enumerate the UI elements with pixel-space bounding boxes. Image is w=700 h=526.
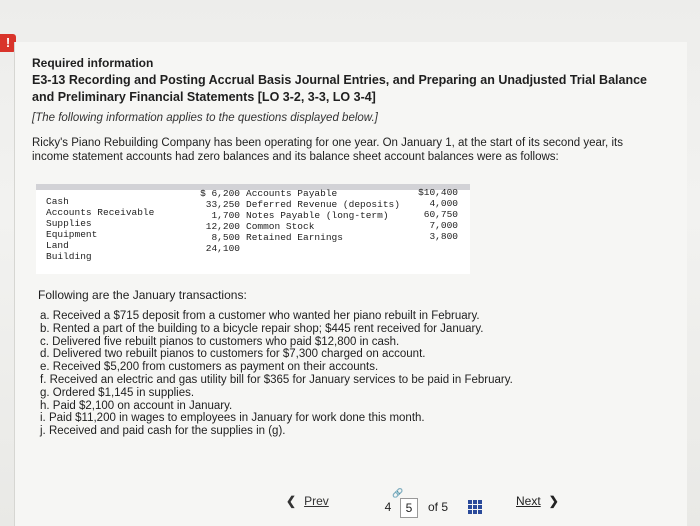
liability-name: Retained Earnings: [246, 232, 343, 243]
asset-amounts-column: [196, 188, 240, 254]
applies-note: [The following information applies to the questions displayed below.]: [32, 112, 378, 124]
transactions-heading: Following are the January transactions:: [38, 288, 247, 302]
transactions-list: [40, 310, 640, 438]
transaction-item: i. Paid $11,200 in wages to employees in January for work done this month.: [40, 412, 425, 425]
asset-names-column: [46, 196, 154, 262]
alert-icon: !: [0, 34, 16, 52]
asset-amount: 12,200: [205, 221, 240, 232]
asset-amount: 1,700: [211, 210, 240, 221]
asset-amount: $ 6,200: [200, 188, 240, 199]
transaction-item: h. Paid $2,100 on account in January.: [40, 399, 233, 412]
liability-amount: 60,750: [423, 209, 458, 220]
liability-names-column: [246, 188, 400, 243]
liability-amount: $10,400: [418, 187, 458, 198]
page-navigator: [376, 488, 486, 518]
asset-amount: 24,100: [205, 243, 240, 254]
transaction-item: e. Received $5,200 from customers as payment on their accounts.: [40, 361, 379, 374]
exercise-title: E3-13 Recording and Posting Accrual Basis Journal Entries, and Preparing an Unadjusted Trial Balance and Preliminary Financial Statements [LO 3-2, 3-3, LO 3-4]: [32, 73, 647, 104]
transaction-item: d. Delivered two rebuilt pianos to customers for $7,300 charged on account.: [40, 348, 426, 361]
prev-button[interactable]: [286, 494, 356, 518]
next-button[interactable]: [516, 494, 576, 518]
transaction-item: a. Received a $715 deposit from a customer who wanted her piano rebuilt in February.: [40, 310, 480, 322]
grid-icon[interactable]: [468, 500, 482, 514]
transaction-item: j. Received and paid cash for the supplies in (g).: [40, 425, 286, 438]
liability-amount: 4,000: [429, 198, 458, 209]
asset-name: Accounts Receivable: [46, 207, 155, 218]
asset-amount: 33,250: [205, 199, 240, 210]
asset-name: Equipment: [46, 229, 98, 240]
balance-table: [36, 184, 470, 274]
asset-name: Cash: [46, 196, 69, 207]
liability-amounts-column: [396, 187, 458, 242]
liability-amount: 7,000: [429, 220, 458, 231]
required-information-heading: Required information: [32, 56, 154, 70]
page-4-button[interactable]: 4: [384, 500, 392, 514]
page-5-button[interactable]: 5: [400, 498, 418, 518]
transaction-item: f. Received an electric and gas utility bill for $365 for January services to be paid in February.: [40, 373, 513, 386]
intro-paragraph: Ricky's Piano Rebuilding Company has been operating for one year. On January 1, at the start of its second year, its income statement accounts had zero balances and its balance sheet account balances were as follows:: [32, 137, 623, 163]
pagination-bar: [14, 486, 686, 526]
transaction-item: b. Rented a part of the building to a bicycle repair shop; $445 rent received for January.: [40, 322, 484, 335]
chevron-right-icon: ❯: [548, 494, 559, 508]
page-count: of 5: [428, 500, 449, 514]
asset-name: Supplies: [46, 218, 92, 229]
link-icon: 🔗: [392, 488, 404, 498]
asset-amount: 8,500: [211, 232, 240, 243]
chevron-left-icon: ❮: [286, 494, 297, 508]
prev-label: Prev: [304, 494, 329, 508]
liability-name: Notes Payable (long-term): [246, 210, 389, 221]
next-label: Next: [516, 494, 541, 508]
asset-name: Building: [46, 251, 92, 262]
transaction-item: g. Ordered $1,145 in supplies.: [40, 386, 195, 399]
asset-name: Land: [46, 240, 69, 251]
transaction-item: c. Delivered five rebuilt pianos to customers who paid $12,800 in cash.: [40, 335, 400, 348]
liability-name: Common Stock: [246, 221, 315, 232]
liability-name: Deferred Revenue (deposits): [246, 199, 400, 210]
liability-name: Accounts Payable: [246, 188, 338, 199]
liability-amount: 3,800: [429, 231, 458, 242]
